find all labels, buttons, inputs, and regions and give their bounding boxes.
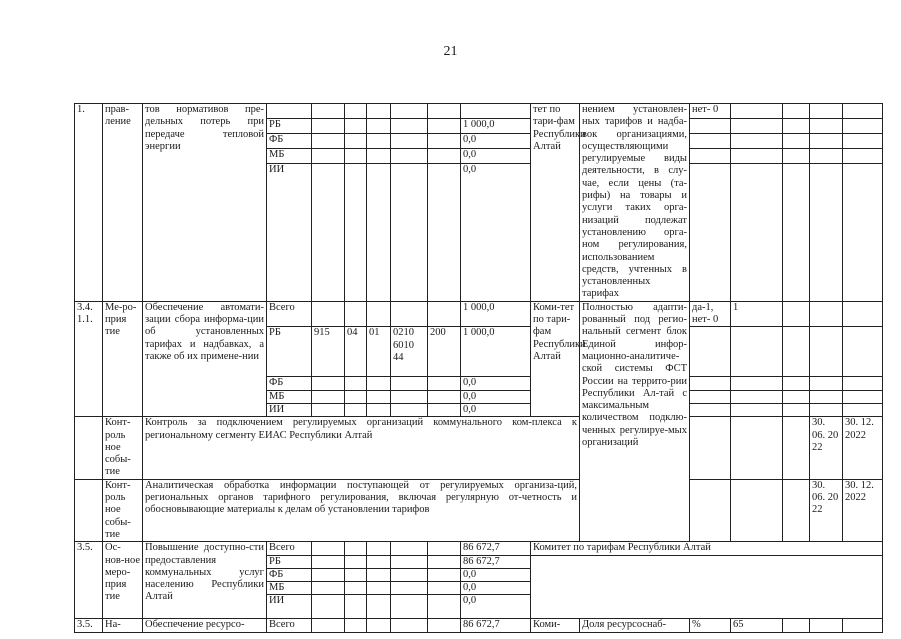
- funding-total: 0,0: [461, 390, 531, 403]
- funding-total: 86 672,7: [461, 542, 531, 555]
- event-text: Аналитическая обработка информации поступающей от регулируемых организа-ций, региональных органов тарифного регулирования, включая регулярную от-четность и обосновывающие материалы к делам об установлении тарифов: [143, 479, 580, 541]
- funding-source: МБ: [267, 582, 312, 595]
- indicator-value: 1: [731, 301, 783, 327]
- budget-code: 0210 6010 44: [391, 327, 428, 377]
- funding-source: ФБ: [267, 568, 312, 581]
- executor: Комитет по тарифам Республики Алтай: [531, 542, 883, 555]
- executor: тет по тари-фам Республики Алтай: [531, 104, 580, 302]
- expected-result: нением установлен-ных тарифов и надба-вок организациями, осуществляющими регулируемые виды деятельности, в слу-чае, если цены (та-рифы) на товары и услуги таких орга-низаций подлежат установлению орга-ном регулирования, использованием средств, учтенных в установленных тарифах: [580, 104, 690, 302]
- funding-total: 0,0: [461, 148, 531, 163]
- funding-source: ФБ: [267, 133, 312, 148]
- expected-result: Доля ресурсоснаб-: [580, 619, 690, 632]
- funding-total: 0,0: [461, 377, 531, 390]
- table-row: [75, 301, 883, 327]
- funding-total: 86 672,7: [461, 555, 531, 568]
- funding-total: 0,0: [461, 568, 531, 581]
- item-number: 3.5.: [75, 542, 103, 619]
- table-row: [75, 619, 883, 632]
- event-type: Конт-роль ное собы-тие: [103, 479, 143, 541]
- event-date-start: 30. 06. 20 22: [810, 417, 843, 479]
- funding-source: Всего: [267, 301, 312, 327]
- funding-total: 1 000,0: [461, 327, 531, 377]
- funding-total: 0,0: [461, 133, 531, 148]
- budget-code: 200: [428, 327, 461, 377]
- program-table: [74, 103, 883, 633]
- funding-source: МБ: [267, 390, 312, 403]
- page-number: 21: [443, 44, 458, 59]
- funding-source: ИИ: [267, 163, 312, 301]
- funding-source: ИИ: [267, 403, 312, 416]
- indicator: да-1, нет- 0: [690, 301, 731, 327]
- indicator: %: [690, 619, 731, 632]
- event-type: Конт-роль ное собы-тие: [103, 417, 143, 479]
- budget-code: 04: [345, 327, 367, 377]
- funding-source: Всего: [267, 619, 312, 632]
- item-number: 3.4. 1.1.: [75, 301, 103, 416]
- funding-total: 86 672,7: [461, 619, 531, 632]
- item-type: прав-ление: [103, 104, 143, 302]
- funding-total: 0,0: [461, 163, 531, 301]
- budget-code: 915: [312, 327, 345, 377]
- funding-source: ФБ: [267, 377, 312, 390]
- item-type: На-: [103, 619, 143, 632]
- budget-code: 01: [367, 327, 391, 377]
- indicator-value: 65: [731, 619, 783, 632]
- funding-source: РБ: [267, 327, 312, 377]
- item-type: Ме-ро-прия тие: [103, 301, 143, 416]
- table-row: [75, 542, 883, 555]
- event-date-start: 30. 06. 20 22: [810, 479, 843, 541]
- table-row: [75, 104, 883, 119]
- item-number: 3.5.: [75, 619, 103, 632]
- item-name: Обеспечение ресурсо-: [143, 619, 267, 632]
- funding-total: 0,0: [461, 595, 531, 619]
- funding-source: РБ: [267, 555, 312, 568]
- indicator: нет- 0: [690, 104, 731, 119]
- event-date-end: 30. 12. 2022: [843, 479, 883, 541]
- funding-source: МБ: [267, 148, 312, 163]
- item-name: Обеспечение автомати-зации сбора информа-ции об установленных тарифах и надбавках, а также об их примене-нии: [143, 301, 267, 416]
- item-number: 1.: [75, 104, 103, 302]
- event-text: Контроль за подключением регулируемых организаций коммунального ком-плекса к региональному сегменту ЕИАС Республики Алтай: [143, 417, 580, 479]
- executor: Коми-: [531, 619, 580, 632]
- expected-result: Полностью адапти-рованный под регио-нальный сегмент блок Единой инфор-мационно-аналитиче-ской системы ФСТ России на террито-рии Республики Ал-тай с максимальным количеством подклю-ченных регулируе-мых организаций: [580, 301, 690, 541]
- funding-total: 0,0: [461, 582, 531, 595]
- funding-source: Всего: [267, 542, 312, 555]
- executor: Коми-тет по тари-фам Республики Алтай: [531, 301, 580, 416]
- item-type: Ос-нов-ное меро-прия тие: [103, 542, 143, 619]
- item-name: тов нормативов пре-дельных потерь при передаче тепловой энергии: [143, 104, 267, 302]
- funding-total: 1 000,0: [461, 118, 531, 133]
- funding-total: 0,0: [461, 403, 531, 416]
- funding-source: РБ: [267, 118, 312, 133]
- event-date-end: 30. 12. 2022: [843, 417, 883, 479]
- item-name: Повышение доступно-сти предоставления коммунальных услуг населению Республики Алтай: [143, 542, 267, 619]
- funding-total: 1 000,0: [461, 301, 531, 327]
- control-event-row: [75, 479, 883, 541]
- control-event-row: [75, 417, 883, 479]
- funding-source: ИИ: [267, 595, 312, 619]
